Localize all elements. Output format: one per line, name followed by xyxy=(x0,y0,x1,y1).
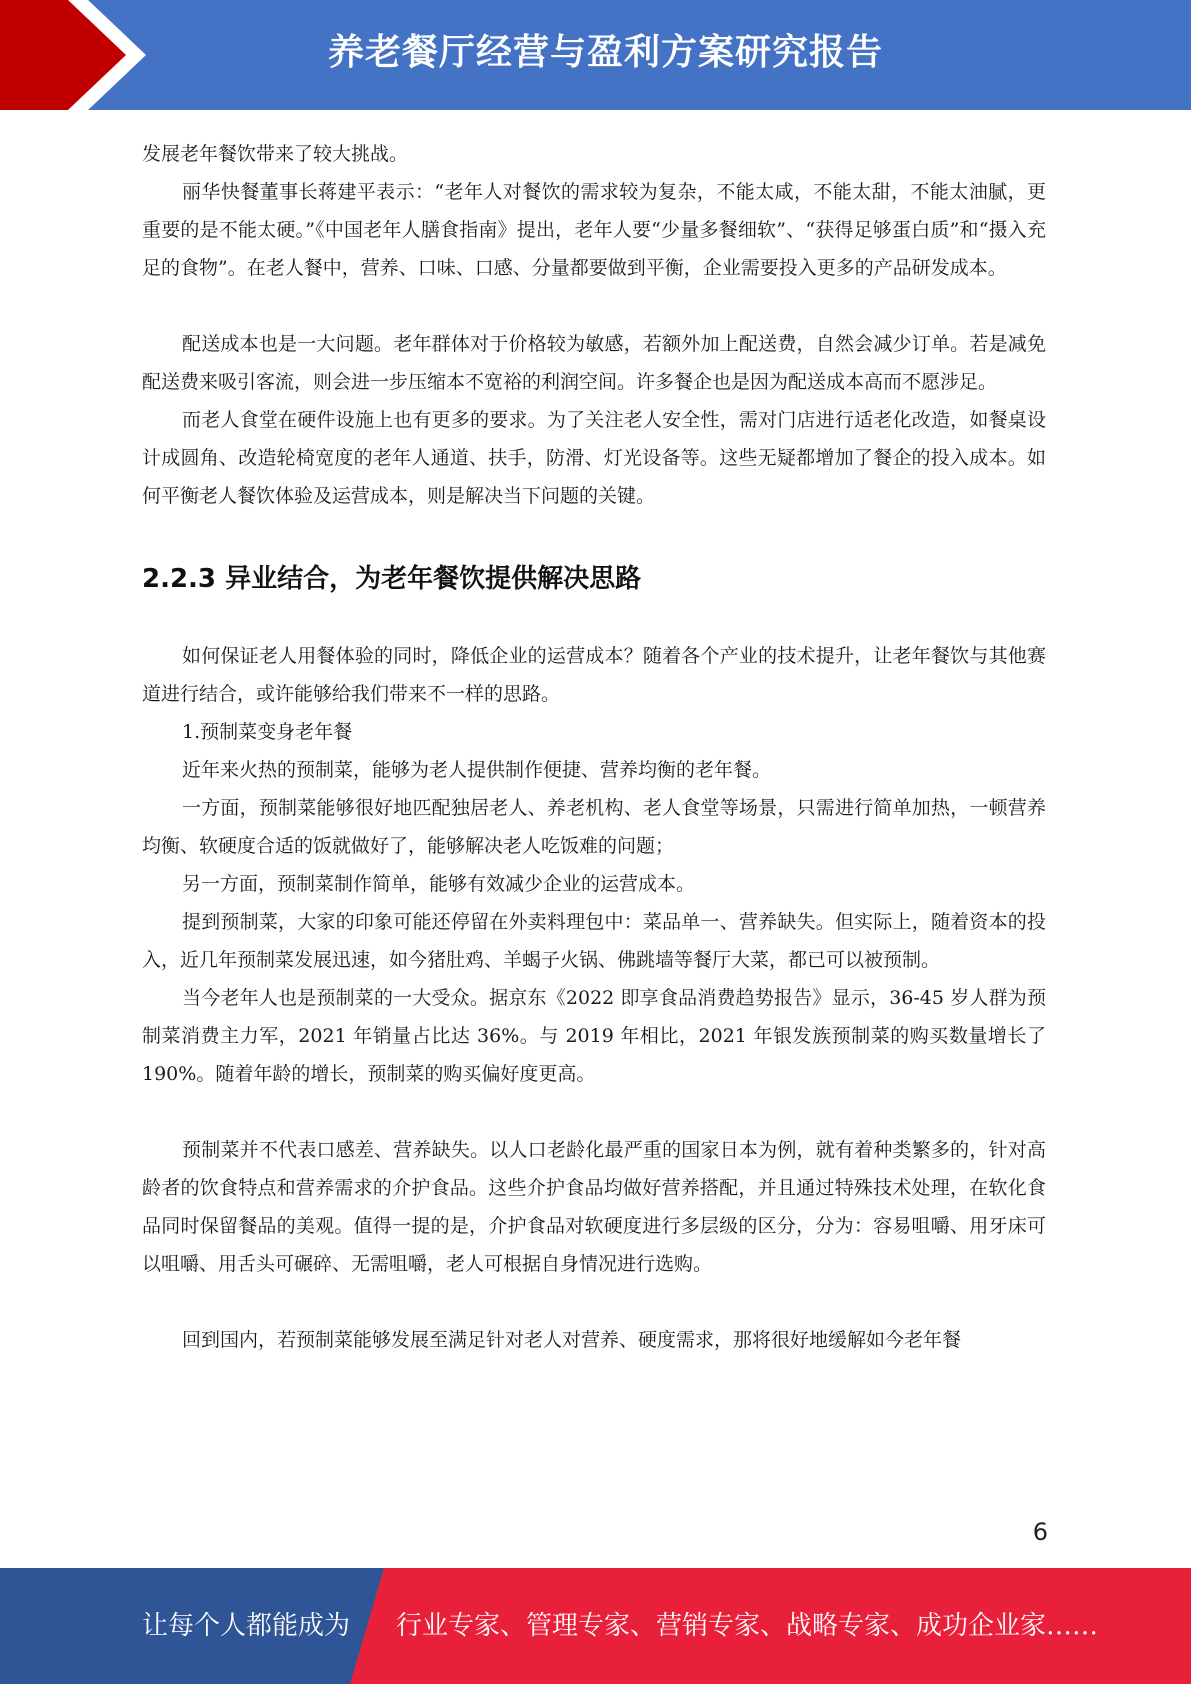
paragraph: 发展老年餐饮带来了较大挑战。 xyxy=(142,143,409,165)
paragraph: 另一方面，预制菜制作简单，能够有效减少企业的运营成本。 xyxy=(182,873,696,895)
paragraph: 而老人食堂在硬件设施上也有更多的要求。为了关注老人安全性，需对门店进行适老化改造，如餐桌设计成圆角、改造轮椅宽度的老年人通道、扶手，防滑、灯光设备等。这些无疑都增加了餐企的投入成本。如何平衡老人餐饮体验及运营成本，则是解决当下问题的关键。 xyxy=(142,409,1046,507)
paragraph: 丽华快餐董事长蒋建平表示：“老年人对餐饮的需求较为复杂，不能太咸，不能太甜，不能太油腻，更重要的是不能太硬。”《中国老年人膳食指南》提出，老年人要“少量多餐细软”、“获得足够蛋白质”和“摄入充足的食物”。在老人餐中，营养、口味、口感、分量都要做到平衡，企业需要投入更多的产品研发成本。 xyxy=(142,181,1046,279)
paragraph: 如何保证老人用餐体验的同时，降低企业的运营成本？随着各个产业的技术提升，让老年餐饮与其他赛道进行结合，或许能够给我们带来不一样的思路。 xyxy=(142,645,1046,705)
report-title: 养老餐厅经营与盈利方案研究报告 xyxy=(327,32,883,73)
footer-slogan-left: 让每个人都能成为 xyxy=(142,1611,351,1641)
paragraph: 预制菜并不代表口感差、营养缺失。以人口老龄化最严重的国家日本为例，就有着种类繁多的，针对高龄者的饮食特点和营养需求的介护食品。这些介护食品均做好营养搭配，并且通过特殊技术处理，在软化食品同时保留餐品的美观。值得一提的是，介护食品对软硬度进行多层级的区分，分为：容易咀嚼、用牙床可以咀嚼、用舌头可碾碎、无需咀嚼，老人可根据自身情况进行选购。 xyxy=(142,1139,1046,1275)
paragraph: 配送成本也是一大问题。老年群体对于价格较为敏感，若额外加上配送费，自然会减少订单。若是减免配送费来吸引客流，则会进一步压缩本不宽裕的利润空间。许多餐企也是因为配送成本高而不愿涉足。 xyxy=(142,333,1046,393)
section-heading: 2.2.3 异业结合，为老年餐饮提供解决思路 xyxy=(142,564,642,594)
list-item: 1.预制菜变身老年餐 xyxy=(182,721,353,743)
paragraph: 当今老年人也是预制菜的一大受众。据京东《2022 即享食品消费趋势报告》显示，36-45 岁人群为预制菜消费主力军，2021 年销量占比达 36%。与 2019 年相比，2021 年银发族预制菜的购买数量增长了 190%。随着年龄的增长，预制菜的购买偏好度更高。 xyxy=(142,987,1046,1085)
page-footer xyxy=(0,1568,1191,1684)
footer-slogan-right: 行业专家、管理专家、营销专家、战略专家、成功企业家…… xyxy=(396,1611,1099,1641)
paragraph: 回到国内，若预制菜能够发展至满足针对老人对营养、硬度需求，那将很好地缓解如今老年餐 xyxy=(182,1329,962,1351)
paragraph: 近年来火热的预制菜，能够为老人提供制作便捷、营养均衡的老年餐。 xyxy=(182,759,772,781)
page-header xyxy=(0,0,1191,110)
paragraph: 提到预制菜，大家的印象可能还停留在外卖料理包中：菜品单一、营养缺失。但实际上，随着资本的投入，近几年预制菜发展迅速，如今猪肚鸡、羊蝎子火锅、佛跳墙等餐厅大菜，都已可以被预制。 xyxy=(142,911,1046,971)
document-body xyxy=(142,135,1046,1359)
page-number: 6 xyxy=(1032,1518,1048,1546)
paragraph: 一方面，预制菜能够很好地匹配独居老人、养老机构、老人食堂等场景，只需进行简单加热，一顿营养均衡、软硬度合适的饭就做好了，能够解决老人吃饭难的问题； xyxy=(142,797,1046,857)
